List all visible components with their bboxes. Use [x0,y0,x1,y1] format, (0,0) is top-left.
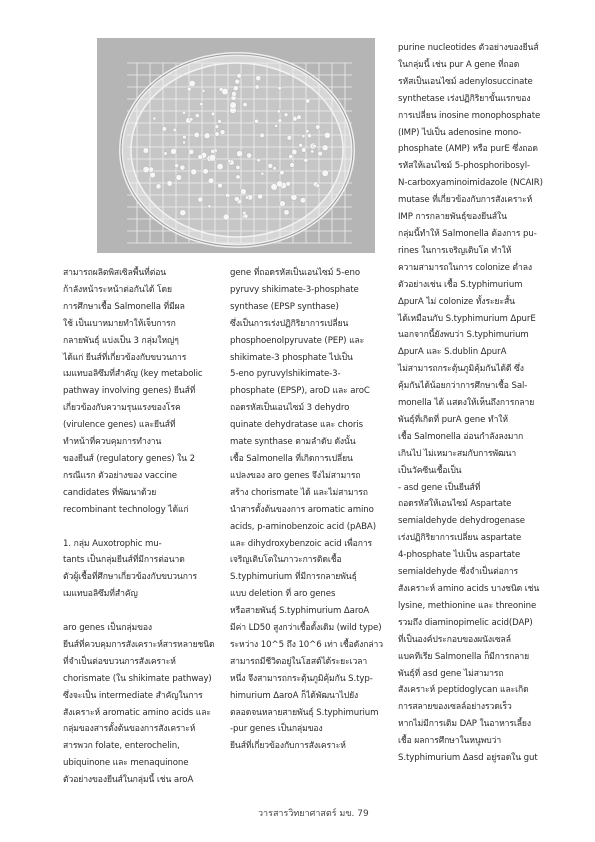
colony-spot [318,151,323,156]
colony-spot [215,132,220,137]
colony-spot [260,133,265,138]
text-line: คุ้มกันได้น้อยกว่าการศึกษาเชื้อ Sal- [398,381,528,392]
colony-spot [244,214,248,218]
text-line: กลุ่มนี้ทำให้ Salmonella ต้องการ pu- [398,228,537,239]
page-footer: วารสารวิทยาศาสตร์ มข. 79 [258,809,369,819]
colony-spot [247,153,252,158]
text-line: กลุ่มของสารตั้งต้นของการสังเคราะห์ [63,724,196,735]
text-line: เร่งปฏิกิริยาการเปลี่ยน aspartate [398,533,522,544]
text-line: กลายพันธุ์ แบ่งเป็น 3 กลุ่มใหญ่ๆ [63,335,179,346]
text-line: pyruvy shikimate-3-phosphate [230,284,359,295]
colony-spot [208,178,214,184]
text-line: สารพวก folate, enterochelin, [63,741,180,752]
text-line: ใช้ เป็นเบาหมายทำให้เจ็บการก [63,318,176,329]
colony-spot [198,155,203,160]
colony-spot [198,197,203,202]
text-line: นำสารตั้งต้นของการ aromatic amino [230,504,374,515]
text-column-middle [230,265,383,755]
colony-spot [258,194,263,199]
colony-spot [289,154,293,158]
text-line: การเปลี่ยน inosine monophosphate [398,110,541,121]
colony-spot [316,125,321,130]
text-line: N-carboxyaminoimidazole (NCAIR) [398,178,543,189]
colony-spot [304,158,308,162]
colony-spot [287,135,292,140]
colony-spot [211,112,215,116]
text-line: tants เป็นกลุ่มยีนส์ที่มีการต่อนาด [63,555,185,566]
text-line: ก้าลังหน้าระหน้าต่อกันได้ โดย [63,284,172,295]
text-line: ทำหน้าที่ควบคุมการทำงาน [63,437,162,448]
text-line: เมแทบอลิซึมที่สำคัญ (key metabolic [63,369,203,380]
colony-spot [226,193,230,197]
colony-spot [305,99,310,104]
text-line: หนึ่ง จึงสามารถกระตุ้นภูมิคุ้มกัน S.typ- [230,673,373,684]
text-line: ยีนส์ที่ควบคุมการสังเคราะห์สารหลายชนิด [63,639,215,650]
text-line: สังเคราะห์ aromatic amino acids และ [63,707,211,718]
text-line: เกินไป ไม่เหมาะสมกับการพัฒนา [398,448,517,459]
text-line: phosphoenolpyruvate (PEP) และ [230,335,365,346]
colony-spot [182,111,185,114]
colony-spot [180,165,185,170]
text-line: นอกจากนี้ยังพบว่า S.typhimurium [398,330,529,341]
text-line: ubiquinone และ menaquinone [63,758,189,769]
colony-spot [153,117,156,120]
text-line: ในกลุ่มนี้ เช่น pur A gene ที่ถอด [398,59,520,70]
text-line: การศึกษาเชื้อ Salmonella ที่มีผล [63,301,185,312]
colony-spot [191,169,197,175]
text-line: ระหว่าง 10^5 ถึง 10^6 เท่า เชื้อดังกล่าว [230,639,383,650]
colony-spot [302,134,305,137]
text-line: แบคทีเรีย Salmonella ก็มีการกลาย [398,651,530,662]
text-line: หากไม่มีการเติม DAP ในอาหารเลี้ยง [398,719,531,730]
text-line: รวมถึง diaminopimelic acid(DAP) [398,617,533,628]
colony-spot [278,119,282,123]
colony-spot [300,198,306,204]
text-line: acids, p-aminobenzoic acid (pABA) [230,521,376,532]
text-line: รหัสให้เอนไซม์ 5-phosphoribosyl- [398,161,531,172]
text-line: mutase ที่เกี่ยวข้องกับการสังเคราะห์ [398,195,533,206]
colony-spot [233,86,238,91]
colony-spot [284,210,289,215]
text-line: ซึ่งเป็นการเร่งปฏิกิริยาการเปลี่ยน [230,318,349,329]
text-line: ไม่สามารถกระตุ้นภูมิคุ้มกันได้ดี ซึ่ง [398,364,524,375]
colony-spot [143,166,149,172]
text-line: aro genes เป็นกลุ่มของ [63,623,153,634]
colony-spot [209,154,216,161]
colony-spot [322,170,329,177]
text-line: chorismate (ใน shikimate pathway) [63,673,212,684]
colony-spot [175,164,179,168]
colony-spot [180,210,186,216]
text-line: ได้แก่ ยีนส์ที่เกี่ยวข้องกับขบวนการ [63,352,187,363]
colony-spot [286,182,291,187]
colony-spot [228,160,231,163]
text-line: พันธุ์ที่เกิดที่ purA gene ทำให้ [398,414,508,425]
colony-spot [167,181,173,187]
text-line: ตลอดจนหลายสายพันธุ์ S.typhimurium [230,707,379,718]
text-line: เจริญเติบโตในภาวะการติดเชื้อ [230,555,342,566]
colony-spot [313,144,317,148]
colony-spot [324,132,330,138]
text-line: ถอดรหัสเป็นเอนไซม์ 3 dehydro [230,403,350,414]
text-line: เกี่ยวข้องกับความรุนแรงของโรค [63,403,181,414]
colony-spot [204,133,210,139]
text-line: himurium ΔaroA ก็ได้พัฒนาไปยัง [230,690,359,701]
text-line: gene ที่ถอดรหัสเป็นเอนไซม์ 5-eno [230,268,360,278]
colony-spot [255,85,259,89]
colony-spot [256,76,261,81]
colony-spot [322,145,328,151]
colony-spot [190,118,194,122]
text-line: ซึ่งจะเป็น intermediate สำคัญในการ [63,690,203,701]
colony-spot [164,152,168,156]
text-line: เชื้อ Salmonella อ่อนกำลังลงมาก [398,431,524,442]
text-line: หรือสายพันธุ์ S.typhimurium ΔaroA [230,606,370,617]
text-line: ที่เป็นองค์ประกอบของผนังเซลล์ [398,634,511,645]
text-line: สร้าง chorismate ได้ และไม่สามารถ [230,487,368,498]
colony-spot [271,184,278,191]
text-line: phosphate (EPSP), aroD และ aroC [230,386,370,397]
colony-spot [217,163,223,169]
colony-spot [291,194,297,200]
colony-spot [305,129,309,133]
colony-spot [232,91,237,96]
text-line: ได้เหมือนกับ S.typhimurium ΔpurE [398,313,536,324]
text-line: semialdehyde ซึ่งจำเป็นต่อการ [398,567,519,578]
colony-spot [236,165,240,169]
text-line: สามารถผลิตพิสเซิลพื้นที่ต่อน [63,268,167,278]
text-line: synthetase เร่งปฏิกิริยาขั้นแรกของ [398,93,531,104]
text-line: candidates ที่พัฒนาด้วย [63,487,157,498]
colony-spot [284,113,288,117]
text-line: เมแทบอลิซึมที่สำคัญ [63,589,138,600]
colony-spot [150,172,156,178]
text-line: สามารถมีชีวิตอยู่ในโฮสต์ได้ระยะเวลา [230,656,368,667]
text-line: quinate dehydratase และ choris [230,420,364,431]
colony-spot [218,120,222,124]
colony-spot [273,167,277,171]
text-line: การสลายของเซลล์อย่างรวดเร็ว [398,702,512,713]
colony-spot [200,102,204,106]
colony-spot [194,132,199,137]
text-line: - asd gene เป็นยีนส์ที่ [398,482,481,493]
text-line: เชื้อ ผลการศึกษาในหนูพบว่า [398,736,502,747]
colony-spot [183,135,187,139]
colony-spot [299,143,303,147]
text-line: แบบ deletion ที่ aro genes [230,589,336,600]
text-line: สังเคราะห์ amino acids บางชนิด เช่น [398,584,540,594]
text-column-left [63,265,215,789]
text-line: ตัวอย่างของยีนส์ในกลุ่มนี้ เช่น aroA [63,775,194,786]
colony-spot [211,149,215,153]
colony-spot [230,102,237,109]
colony-spot [189,80,195,86]
petri-dish-photo [97,38,375,253]
text-line: ΔpurA ไม่ colonize ทั้งระยะสั้น [398,296,515,307]
text-line: ยีนส์ที่เกี่ยวข้องกับการสังเคราะห์ [230,741,346,752]
colony-spot [292,116,297,121]
petri-dish-image [97,38,375,253]
text-line: recombinant technology ได้แก่ [63,504,189,515]
colony-spot [237,151,243,157]
colony-spot [143,148,149,154]
colony-spot [254,119,258,123]
text-line: (virulence genes) และยีนส์ที่ [63,420,176,431]
text-line: เชื้อ Salmonella ที่เกิดการเปลี่ยน [230,453,353,464]
colony-spot [222,88,229,95]
text-line: เป็นวัคซีนเชื้อเป็น [398,465,462,476]
colony-spot [243,102,247,106]
text-line: กรณีแรก ตัวอย่างของ vaccine [63,470,177,481]
colony-spot [215,125,219,129]
colony-spot [301,148,306,153]
text-line: ΔpurA และ S.dublin ΔpurA [398,347,507,358]
text-line: 1. กลุ่ม Auxotrophic mu- [63,538,162,549]
colony-spot [220,130,225,135]
text-line: S.typhimurium ที่มีการกลายพันธุ์ [230,572,357,583]
colony-spot [268,163,273,168]
text-line: pathway involving genes) ยีนส์ที่ [63,386,196,397]
colony-spot [202,89,205,92]
colony-spot [171,148,177,154]
text-line: purine nucleotides ตัวอย่างของยีนส์ [398,43,539,53]
text-line: 5-eno pyruvylshikimate-3- [230,369,341,380]
text-line: ของยีนส์ (regulatory genes) ใน 2 [63,453,195,464]
text-line: สังเคราะห์ peptidoglycan และเกิด [398,685,529,696]
colony-spot [203,169,209,175]
text-line: ที่จำเป็นต่อขบวนการสังเคราะห์ [63,656,176,667]
colony-spot [223,214,229,220]
text-line: phosphate (AMP) หรือ purE ซึ่งถอด [398,144,538,155]
colony-spot [261,172,264,175]
text-line: mate synthase ตามลำดับ ดังนั้น [230,437,356,448]
colony-spot [297,115,302,120]
text-line: ตัวผู้เชื้อที่ศึกษาเกี่ยวข้องกับขบวนการ [63,572,198,583]
colony-spot [156,184,161,189]
text-line [63,519,211,536]
colony-spot [173,128,177,132]
colony-spot [280,170,285,175]
text-line: monella ได้ แสดงให้เห็นถึงการกลาย [398,398,535,409]
text-line: shikimate-3 phosphate ไปเป็น [230,352,353,363]
colony-spot [237,73,242,78]
colony-spot [257,158,261,162]
colony-spot [280,201,286,207]
colony-spot [234,197,239,202]
text-column-right [398,40,548,767]
colony-spot [240,189,246,195]
colony-spot [236,175,240,179]
colony-spot [311,150,315,154]
text-line: พันธุ์ที่ asd gene ไม่สามารถ [398,668,504,679]
text-line: 4-phosphate ไปเป็น aspartate [398,550,521,561]
text-line: rines ในการเจริญเติบโต ทำให้ [398,245,512,256]
colony-spot [162,127,167,132]
colony-spot [183,141,186,144]
text-line: ถอดรหัสให้เอนไซม์ Aspartate [398,499,512,510]
text-line: และ dihydroxybenzoic acid เพื่อการ [230,538,373,549]
colony-spot [195,114,199,118]
colony-spot [278,86,282,90]
colony-spot [208,205,211,208]
colony-spot [245,196,248,199]
text-line: lysine, methionine และ threonine [398,600,537,611]
text-line: synthase (EPSP synthase) [230,301,339,312]
colony-spot [189,149,194,154]
colony-spot [316,184,320,188]
text-line [63,603,211,620]
text-line: (IMP) ไปเป็น adenosine mono- [398,127,522,138]
colony-spot [290,163,295,168]
colony-spot [275,124,278,127]
colony-spot [235,79,240,84]
text-line: ความสามารถในการ colonize ต่ำลง [398,262,532,273]
colony-spot [218,183,223,188]
text-line: ตัวอย่างเช่น เชื้อ S.typhimurium [398,279,523,290]
text-line: IMP การกลายพันธุ์ของยีนส์ใน [398,212,507,223]
text-line: -pur genes เป็นกลุ่มของ [230,724,323,735]
text-line: รหัสเป็นเอนไซม์ adenylosuccinate [398,76,533,87]
colony-spot [187,87,191,91]
colony-spot [176,175,182,181]
text-line: S.typhimurium Δasd อยู่รอดใน gut [398,753,538,764]
colony-spot [277,110,281,114]
colony-spot [292,149,297,154]
text-line: แปลงของ aro genes จึงไม่สามารถ [230,470,361,481]
text-line: มีค่า LD50 สูงกว่าเชื้อดั้งเดิม (wild type) [230,623,382,634]
colony-spot [307,133,311,137]
text-line: semialdehyde dehydrogenase [398,516,525,527]
